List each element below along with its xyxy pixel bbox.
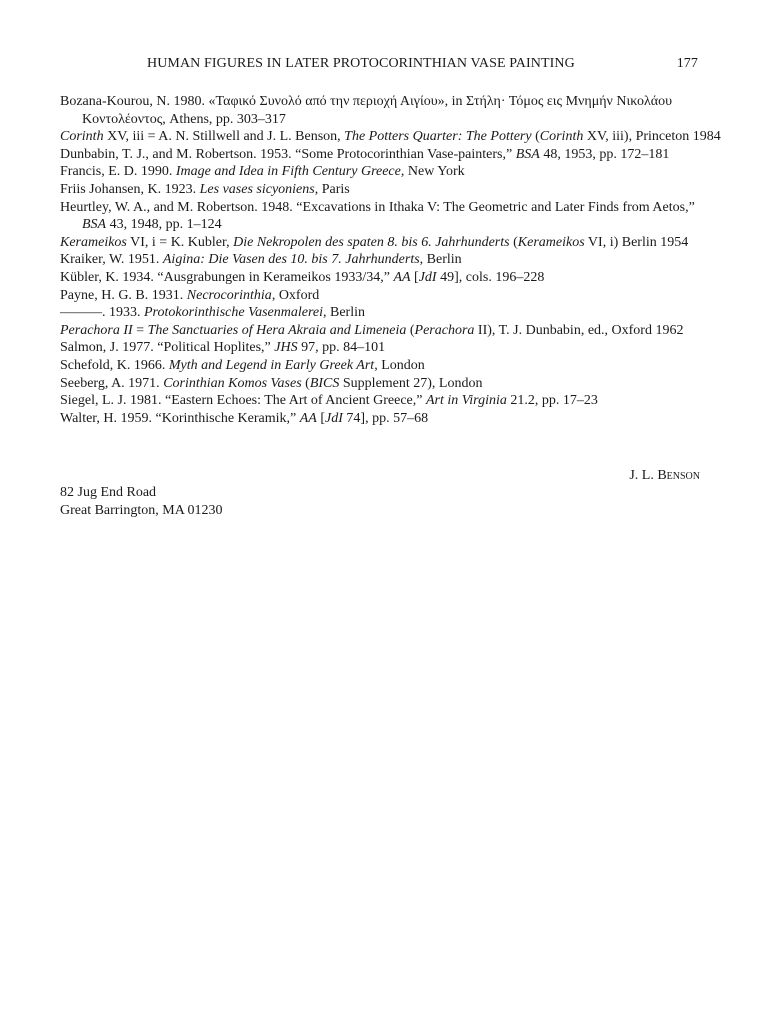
- entry-text: 97, pp. 84–101: [297, 340, 386, 356]
- bibliography-entry: [60, 322, 700, 340]
- entry-italic-text: Perachora II: [60, 322, 133, 338]
- entry-text: Dunbabin, T. J., and M. Robertson. 1953. “Some Protocorinthian Vase-painters,”: [60, 146, 516, 162]
- entry-italic-text: AA: [393, 269, 411, 285]
- entry-italic-text: BSA: [515, 146, 540, 162]
- entry-text: ———. 1933.: [60, 305, 144, 321]
- running-title: HUMAN FIGURES IN LATER PROTOCORINTHIAN VASE PAINTING: [147, 56, 575, 71]
- entry-text: (: [531, 129, 540, 145]
- entry-italic-text: AA: [299, 410, 317, 426]
- entry-italic-text: Kerameikos: [517, 234, 585, 250]
- bibliography-entry: [60, 146, 700, 164]
- bibliography-entry: [60, 339, 700, 357]
- entry-text: Heurtley, W. A., and M. Robertson. 1948. “Excavations in Ithaka V: The Geometric and Later Finds from Aetos,”: [60, 199, 695, 215]
- entry-text: Friis Johansen, K. 1923.: [60, 181, 200, 197]
- entry-italic-text: Die Nekropolen des spaten 8. bis 6. Jahrhunderts: [233, 234, 510, 250]
- entry-text: Kübler, K. 1934. “Ausgrabungen in Kerameikos 1933/34,”: [60, 269, 394, 285]
- entry-italic-text: Aigina: Die Vasen des 10. bis 7. Jahrhunderts: [162, 252, 420, 268]
- entry-text: (: [301, 375, 310, 391]
- entry-text: Francis, E. D. 1990.: [60, 164, 176, 180]
- entry-italic-text: The Sanctuaries of Hera Akraia and Limeneia: [147, 322, 407, 338]
- entry-italic-text: Corinth: [539, 129, 584, 145]
- author-address: [60, 484, 223, 520]
- entry-italic-text: Protokorinthische Vasenmalerei: [144, 305, 323, 321]
- entry-text: =: [132, 322, 148, 338]
- entry-italic-text: JHS: [274, 340, 298, 356]
- entry-italic-text: Necrocorinthia: [186, 287, 272, 303]
- entry-text: , London: [374, 357, 425, 373]
- bibliography-entry: [60, 410, 700, 428]
- entry-text: VI, i = K. Kubler,: [126, 234, 234, 250]
- entry-text: XV, iii = A. N. Stillwell and J. L. Benson,: [103, 129, 345, 145]
- page: [60, 56, 721, 518]
- entry-italic-text: The Potters Quarter: The Pottery: [344, 129, 532, 145]
- entry-italic-text: Art in Virginia: [425, 393, 507, 409]
- entry-text: Walter, H. 1959. “Korinthische Keramik,”: [60, 410, 300, 426]
- bibliography-entry: [60, 304, 700, 322]
- bibliography-entry: [60, 392, 700, 410]
- entry-text: Bozana-Kourou, N. 1980. «Ταφικό Συνολό από την περιοχή Αιγίου», in Στήλη· Τόμος εις Μνημήν Νικολάου Κοντολέοντος, Athens, pp. 303–317: [60, 94, 673, 127]
- entry-text: [: [316, 410, 326, 426]
- entry-italic-text: Image and Idea in Fifth Century Greece: [175, 164, 401, 180]
- entry-italic-text: JdI: [325, 410, 343, 426]
- author-signature: [629, 468, 700, 484]
- bibliography-entry: [60, 181, 700, 199]
- entry-text: , Oxford: [271, 287, 320, 303]
- entry-text: Seeberg, A. 1971.: [60, 375, 164, 391]
- entry-text: XV, iii), Princeton 1984: [583, 129, 721, 145]
- entry-text: (: [406, 322, 415, 338]
- author-name: J. L. Benson: [629, 468, 700, 483]
- entry-text: , Berlin: [323, 305, 365, 321]
- bibliography-entry: [60, 93, 700, 128]
- entry-italic-text: JdI: [418, 269, 437, 285]
- bibliography-entry: [60, 357, 700, 375]
- bibliography-entry: [60, 234, 700, 252]
- running-head: [60, 56, 700, 76]
- bibliography-entry: [60, 199, 700, 234]
- entry-italic-text: Kerameikos: [60, 234, 127, 250]
- bibliography-entry: [60, 269, 700, 287]
- entry-italic-text: Perachora: [414, 322, 475, 338]
- entry-text: Salmon, J. 1977. “Political Hoplites,”: [60, 340, 275, 356]
- entry-text: 48, 1953, pp. 172–181: [539, 146, 670, 162]
- bibliography-entry: [60, 251, 700, 269]
- entry-text: Payne, H. G. B. 1931.: [60, 287, 187, 303]
- entry-italic-text: Myth and Legend in Early Greek Art: [168, 357, 375, 373]
- bibliography-entry: [60, 375, 700, 393]
- bibliography-entry: [60, 287, 700, 305]
- address-street: 82 Jug End Road: [60, 485, 157, 500]
- entry-italic-text: Corinthian Komos Vases: [163, 375, 302, 391]
- bibliography-list: [60, 93, 721, 427]
- bibliography-entry: [60, 128, 721, 146]
- entry-text: , Berlin: [419, 252, 462, 268]
- entry-text: , Paris: [314, 181, 350, 197]
- page-number: 177: [676, 56, 698, 71]
- entry-italic-text: Corinth: [60, 129, 104, 145]
- entry-text: 21.2, pp. 17–23: [506, 393, 598, 409]
- entry-text: Supplement 27), London: [339, 375, 483, 391]
- entry-text: (: [509, 234, 518, 250]
- entry-text: , New York: [400, 164, 465, 180]
- address-city: Great Barrington, MA 01230: [60, 503, 223, 518]
- entry-text: 49], cols. 196–228: [436, 269, 545, 285]
- entry-text: II), T. J. Dunbabin, ed., Oxford 1962: [474, 322, 684, 338]
- entry-italic-text: BSA: [82, 217, 107, 233]
- entry-text: 74], pp. 57–68: [342, 410, 429, 426]
- entry-text: [: [410, 269, 419, 285]
- entry-italic-text: Les vases sicyoniens: [199, 181, 315, 197]
- entry-text: Schefold, K. 1966.: [60, 357, 169, 373]
- entry-text: VI, i) Berlin 1954: [584, 234, 689, 250]
- entry-italic-text: BICS: [309, 375, 340, 391]
- entry-text: Kraiker, W. 1951.: [60, 252, 163, 268]
- entry-text: Siegel, L. J. 1981. “Eastern Echoes: The Art of Ancient Greece,”: [60, 393, 426, 409]
- entry-text: 43, 1948, pp. 1–124: [106, 217, 222, 233]
- bibliography-entry: [60, 163, 700, 181]
